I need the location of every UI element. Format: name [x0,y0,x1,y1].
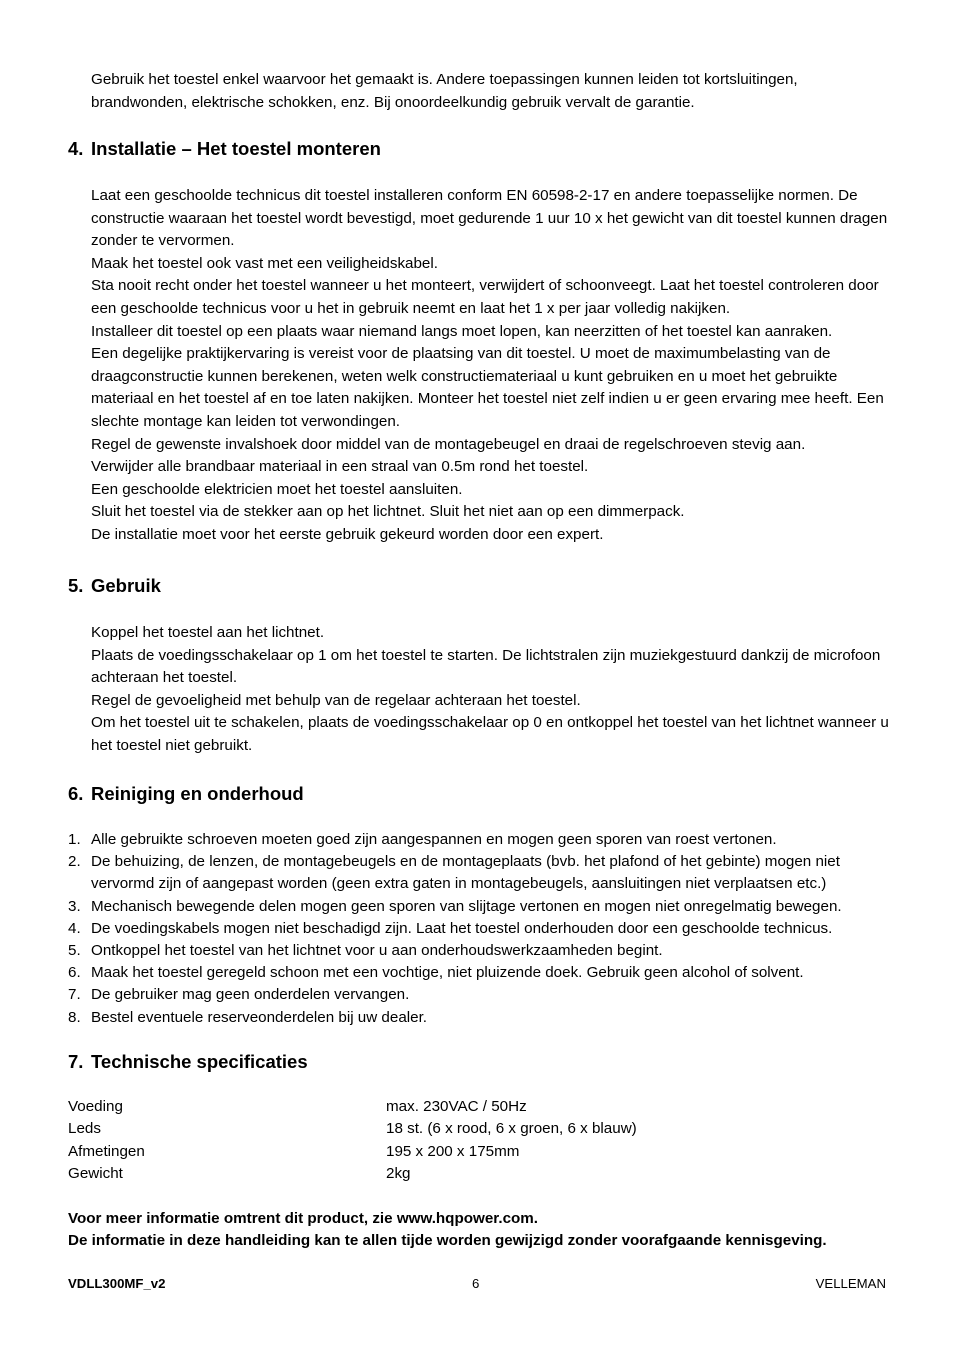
item-text: Maak het toestel geregeld schoon met een vochtige, niet pluizende doek. Gebruik geen alcohol of solvent. [91,964,804,982]
item-text: Mechanisch bewegende delen mogen geen sporen van slijtage vertonen en mogen niet onregelmatig bewegen. [91,897,842,915]
item-number: 1. [68,831,81,848]
item-number: 2. [68,853,81,871]
gebruik-body [91,622,891,758]
footer-page-number: 6 [472,1276,480,1291]
list-item [68,1007,888,1029]
table-row [68,1096,637,1118]
installatie-line: Installeer dit toestel op een plaats waar niemand langs moet lopen, kan neerzitten of het toestel kan aanraken. [91,322,833,340]
installatie-body [91,185,891,547]
section-title: Technische specificaties [91,1051,308,1072]
item-text: Ontkoppel het toestel van het lichtnet voor u aan onderhoudswerkzaamheden begint. [91,942,663,960]
installatie-line: Sluit het toestel via de stekker aan op het lichtnet. Sluit het niet aan op een dimmerpack. [91,503,685,521]
item-number: 4. [68,919,81,937]
maintenance-list [68,829,888,1029]
section-heading-specificaties [68,1050,308,1074]
list-item [68,984,888,1006]
list-item [68,962,888,984]
table-row [68,1118,637,1140]
section-heading-reiniging [68,782,304,806]
item-text: De gebruiker mag geen onderdelen vervangen. [91,986,410,1004]
more-info-note: Voor meer informatie omtrent dit product, zie www.hqpower.com. [68,1210,539,1227]
intro-text: Gebruik het toestel enkel waarvoor het gemaakt is. Andere toepassingen kunnen leiden tot kortsluitingen, brandwonden, elektrische schokken, enz. Bij onoordeelkundig gebruik vervalt de garantie. [91,71,798,111]
specs-table [68,1096,637,1186]
item-text: Bestel eventuele reserveonderdelen bij uw dealer. [91,1008,428,1026]
spec-value: 195 x 200 x 175mm [386,1142,520,1160]
item-number: 7. [68,986,81,1004]
section-title: Installatie – Het toestel monteren [91,138,381,159]
section-number: 7. [68,1051,84,1072]
list-item [68,896,888,918]
spec-key: Leds [68,1120,101,1138]
installatie-line: Sta nooit recht onder het toestel wanneer u het monteert, verwijdert of schoonveegt. Laat het toestel controleren door een geschoolde technicus voor u het in gebruik neemt en laat het 1 x per jaar volledig nakijken. [91,277,879,317]
section-title: Reiniging en onderhoud [91,783,304,804]
spec-value: 18 st. (6 x rood, 6 x groen, 6 x blauw) [386,1120,637,1138]
intro-paragraph [91,69,891,114]
list-item [68,851,888,895]
disclaimer-note: De informatie in deze handleiding kan te allen tijde worden gewijzigd zonder voorafgaande kennisgeving. [68,1232,827,1250]
spec-key: Voeding [68,1098,123,1115]
notes-block [68,1208,908,1252]
section-heading-installatie [68,137,381,161]
section-heading-gebruik [68,574,161,598]
gebruik-line: Regel de gevoeligheid met behulp van de regelaar achteraan het toestel. [91,691,581,709]
section-title: Gebruik [91,575,161,596]
item-text: De behuizing, de lenzen, de montagebeugels en de montageplaats (bvb. het plafond of het gebinte) mogen niet vervormd zijn of aangepast worden (geen extra gaten in montagebeugels, aansluitingen niet verplaatsen etc.) [91,853,840,893]
item-text: Alle gebruikte schroeven moeten goed zijn aangespannen en mogen geen sporen van roest vertonen. [91,831,777,848]
gebruik-line: Plaats de voedingsschakelaar op 1 om het toestel te starten. De lichtstralen zijn muziekgestuurd dankzij de microfoon achteraan het toestel. [91,646,881,687]
footer-brand: VELLEMAN [815,1276,886,1291]
spec-value: max. 230VAC / 50Hz [386,1098,527,1115]
installatie-line: Regel de gewenste invalshoek door middel van de montagebeugel en draai de regelschroeven stevig aan. [91,435,806,453]
installatie-line: Een degelijke praktijkervaring is vereist voor de plaatsing van dit toestel. U moet de maximumbelasting van de draagconstructie kunnen berekenen, weten welk constructiemateriaal u kunt gebruiken en u moet het gebruikte materiaal en het toestel af en toe laten nakijken. Monteer het toestel niet zelf indien u er geen ervaring mee heeft. Een slechte montage kan leiden tot verwondingen. [91,345,884,430]
section-number: 4. [68,138,84,159]
table-row [68,1141,637,1163]
list-item [68,829,888,851]
item-number: 8. [68,1008,81,1026]
installatie-line: Maak het toestel ook vast met een veiligheidskabel. [91,254,438,272]
item-number: 3. [68,897,81,915]
table-row [68,1163,637,1185]
gebruik-line: Om het toestel uit te schakelen, plaats de voedingsschakelaar op 0 en ontkoppel het toestel van het lichtnet wanneer u het toestel niet gebruikt. [91,714,889,754]
gebruik-line: Koppel het toestel aan het lichtnet. [91,624,325,641]
item-text: De voedingskabels mogen niet beschadigd zijn. Laat het toestel onderhouden door een geschoolde technicus. [91,919,833,937]
installatie-line: De installatie moet voor het eerste gebruik gekeurd worden door een expert. [91,525,604,543]
installatie-line: Een geschoolde elektricien moet het toestel aansluiten. [91,480,463,498]
list-item [68,940,888,962]
spec-key: Afmetingen [68,1142,145,1160]
item-number: 5. [68,942,81,960]
item-number: 6. [68,964,81,982]
section-number: 5. [68,575,84,596]
installatie-line: Laat een geschoolde technicus dit toestel installeren conform EN 60598-2-17 en andere toepasselijke normen. De constructie waaraan het toestel wordt bevestigd, moet gedurende 1 uur 10 x het gewicht van dit toestel kunnen dragen zonder te vervormen. [91,187,888,250]
installatie-line: Verwijder alle brandbaar materiaal in een straal van 0.5m rond het toestel. [91,458,589,476]
footer-model: VDLL300MF_v2 [68,1276,166,1291]
spec-value: 2kg [386,1165,411,1183]
section-number: 6. [68,783,84,804]
spec-key: Gewicht [68,1165,123,1183]
list-item [68,918,888,940]
